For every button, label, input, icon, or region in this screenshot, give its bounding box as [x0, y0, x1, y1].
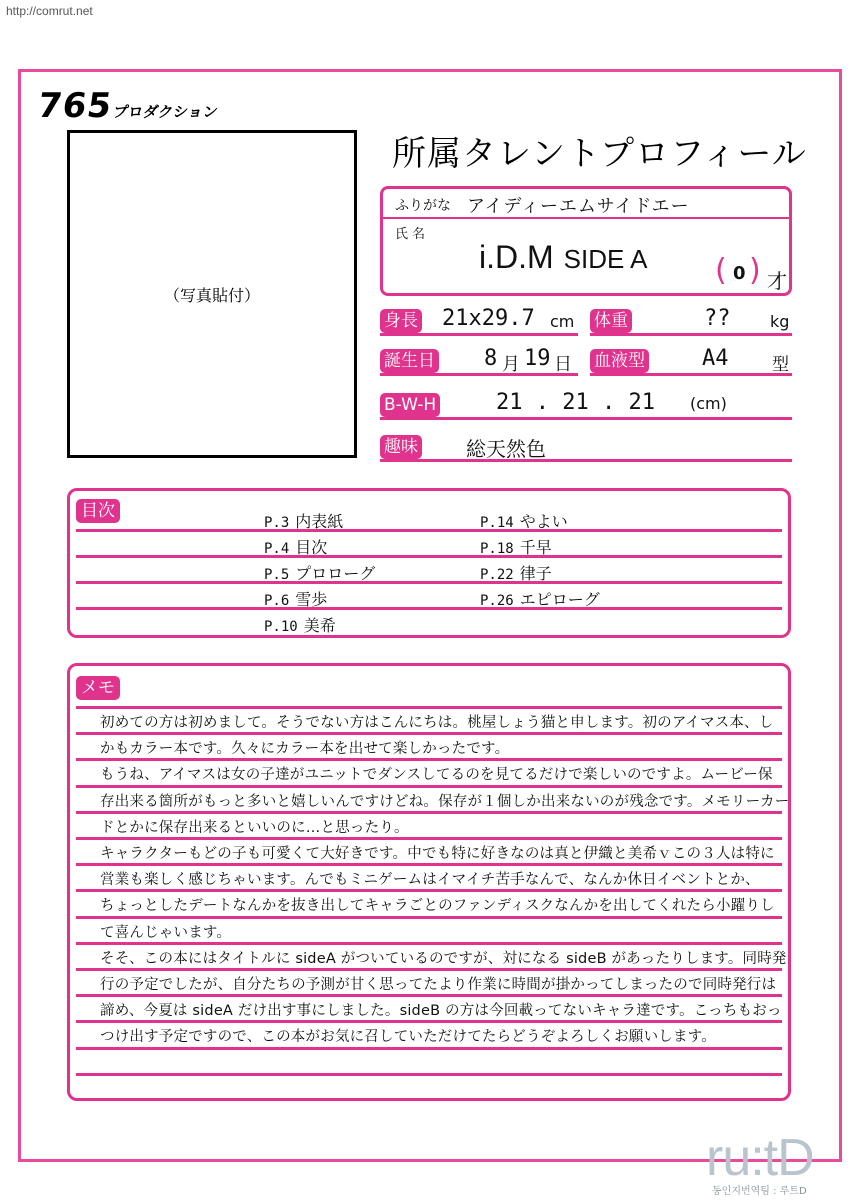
- memo-rule: [76, 706, 782, 709]
- height-row: [380, 306, 578, 336]
- memo-rule: [76, 942, 782, 945]
- memo-rule: [76, 994, 782, 997]
- weight-unit: kg: [770, 312, 790, 331]
- toc-item: P.22 律子: [480, 564, 552, 583]
- age-paren-close: ): [749, 253, 761, 288]
- birthday-month: 8: [484, 346, 498, 371]
- hobby-tag: 趣味: [380, 435, 422, 459]
- blood-value: A4: [702, 346, 729, 371]
- credit-logo: ru:tD: [706, 1129, 814, 1187]
- memo-line-text: キャラクターもどの子も可愛くて大好きです。中でも特に好きなのは真と伊織と美希ｖこの３人は特に: [100, 846, 775, 862]
- weight-value: ??: [704, 306, 731, 331]
- toc-rule: [76, 529, 782, 532]
- memo-rule: [76, 732, 782, 735]
- furigana-label: ふりがな: [395, 198, 451, 214]
- toc-tag: 目次: [76, 499, 120, 523]
- memo-rule: [76, 785, 782, 788]
- memo-rule: [76, 889, 782, 892]
- birthday-tag: 誕生日: [380, 349, 439, 373]
- toc-item: P.10 美希: [264, 616, 336, 635]
- memo-line-text: て喜んじゃいます。: [100, 924, 232, 941]
- memo-line-text: 存出来る箇所がもっと多いと嬉しいんですけどね。保存が１個しか出来ないのが残念です。メモリーカー: [100, 793, 790, 810]
- toc-item: P.3 内表紙: [264, 512, 344, 531]
- age-value: 0: [733, 263, 746, 284]
- brand-name: プロダクション: [111, 103, 220, 121]
- photo-placeholder: [67, 130, 357, 458]
- name-label: 氏名: [395, 227, 430, 242]
- memo-line-text: ドとかに保存出来るといいのに…と思ったり。: [100, 819, 409, 836]
- height-unit: cm: [550, 312, 575, 331]
- age-unit: 才: [767, 269, 787, 293]
- birthday-day-unit: 日: [554, 354, 572, 375]
- furigana-row: [383, 189, 789, 219]
- bwh-value: 21 . 21 . 21: [496, 390, 655, 415]
- birthday-day: 19: [524, 346, 551, 371]
- toc-item: P.5 プロローグ: [264, 564, 376, 583]
- blood-tag: 血液型: [590, 349, 649, 373]
- page-title: 所属タレントプロフィール: [392, 134, 807, 174]
- memo-line-text: もうね、アイマスは女の子達がユニットでダンスしてるのを見てるだけで楽しいのですよ。ムービー保: [100, 767, 773, 784]
- memo-rule: [76, 863, 782, 866]
- toc-item: P.4 目次: [264, 538, 328, 557]
- memo-line-text: つけ出す予定ですので、この本がお気に召していただけてたらどうぞよろしくお願いします。: [100, 1029, 716, 1046]
- memo-line-text: そそ、この本にはタイトルに sideA がついているのですが、対になる sideB があったりします。同時発: [100, 950, 787, 967]
- toc-item: P.14 やよい: [480, 512, 568, 531]
- memo-line-text: 初めての方は初めまして。そうでない方はこんにちは。桃屋しょう猫と申します。初のアイマス本、し: [100, 715, 774, 731]
- watermark-url: http://comrut.net: [6, 4, 93, 18]
- memo-rule: [76, 837, 782, 840]
- bwh-unit: (cm): [690, 394, 727, 413]
- memo-rule: [76, 1073, 782, 1076]
- memo-line-text: ちょっとしたデートなんかを抜き出してキャラごとのファンディスクなんかを出してくれたら小躍りし: [100, 898, 775, 915]
- brand-logo: [35, 86, 221, 126]
- memo-rule: [76, 758, 782, 761]
- name-value: [479, 239, 647, 276]
- memo-box: [67, 663, 791, 1101]
- toc-rule: [76, 607, 782, 610]
- memo-line-text: 諦め、今夏は sideA だけ出す事にしました。sideB の方は今回載ってないキャラ達です。こっちもおっ: [100, 1003, 782, 1020]
- memo-rule: [76, 811, 782, 814]
- memo-line-text: 行の予定でしたが、自分たちの予測が甘く思ってたより作業に時間が掛かってしまったので同時発行は: [100, 977, 777, 993]
- toc-item: P.18 千早: [480, 538, 552, 557]
- weight-tag: 体重: [590, 309, 632, 333]
- birthday-month-unit: 月: [502, 354, 520, 375]
- toc-box: [67, 488, 791, 638]
- height-value: 21x29.7: [442, 306, 535, 331]
- hobby-row: [380, 432, 792, 462]
- memo-line-text: かもカラー本です。久々にカラー本を出せて楽しかったです。: [100, 741, 510, 758]
- height-tag: 身長: [380, 309, 422, 333]
- name-main: i.D.M: [479, 239, 554, 275]
- age-paren-open: (: [715, 253, 727, 288]
- toc-item: P.26 エピローグ: [480, 590, 600, 609]
- photo-label: （写真貼付）: [163, 285, 260, 305]
- blood-row: [590, 346, 792, 376]
- memo-rule: [76, 1020, 782, 1023]
- toc-item: P.6 雪歩: [264, 590, 328, 609]
- furigana-value: アイディーエムサイドエー: [467, 196, 690, 217]
- birthday-row: [380, 346, 578, 376]
- memo-rule: [76, 916, 782, 919]
- weight-row: [590, 306, 792, 336]
- name-side: SIDE A: [563, 244, 648, 274]
- memo-tag: メモ: [76, 676, 120, 700]
- toc-rule: [76, 581, 782, 584]
- toc-rule: [76, 555, 782, 558]
- credit-text: 동인지번역팀 : 루트D: [712, 1186, 807, 1197]
- blood-unit: 型: [772, 355, 789, 375]
- memo-rule: [76, 968, 782, 971]
- brand-number: 765: [35, 86, 115, 126]
- bwh-row: [380, 390, 792, 420]
- name-box: [380, 186, 792, 296]
- memo-line-text: 営業も楽しく感じちゃいます。んでもミニゲームはイマイチ苦手なんで、なんか休日イベントとか、: [100, 872, 760, 889]
- hobby-value: 総天然色: [466, 437, 546, 461]
- memo-rule: [76, 1047, 782, 1050]
- bwh-tag: B-W-H: [380, 393, 440, 417]
